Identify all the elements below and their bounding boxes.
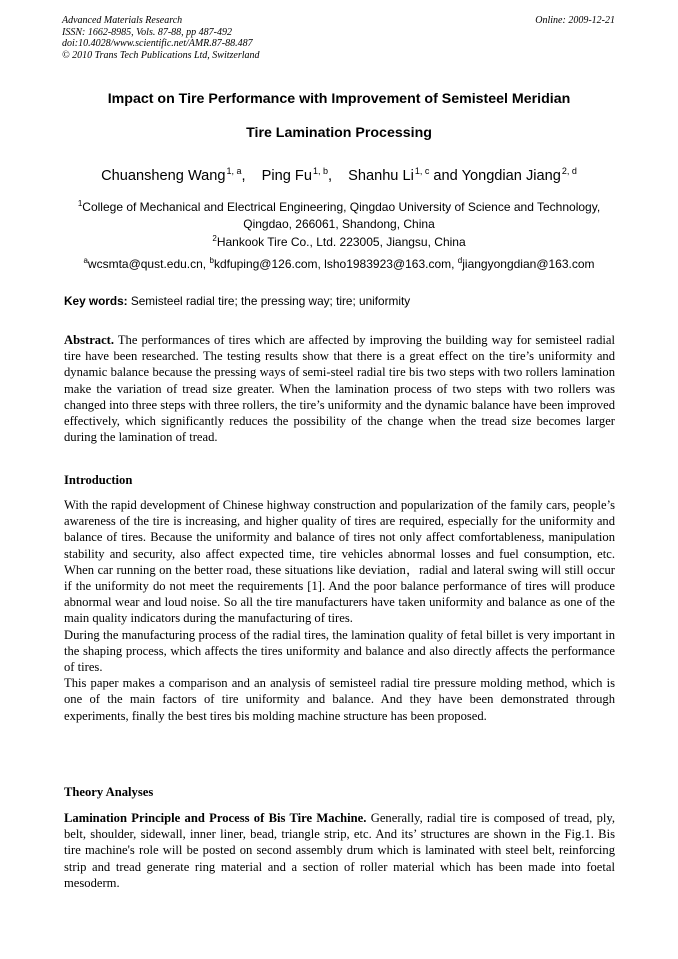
subsection-label: Lamination Principle and Process of Bis Tire Machine.: [64, 811, 367, 825]
email-b-c: kdfuping@126.com, lsho1983923@163.com,: [213, 257, 455, 271]
theory-body: [64, 810, 615, 891]
email-mark: a: [83, 256, 88, 265]
affiliation-1-line-1: College of Mechanical and Electrical Engineering, Qingdao University of Science and Technology,: [82, 200, 601, 214]
author-name: Shanhu Li: [348, 168, 414, 184]
email-d: jiangyongdian@163.com: [462, 257, 595, 271]
keywords-text: Semisteel radial tire; the pressing way; tire; uniformity: [127, 294, 411, 308]
paragraph: During the manufacturing process of the radial tires, the lamination quality of fetal billet is very important in the shaping process, which affects the tires uniformity and balance and also directly affects the performance of tires.: [64, 627, 615, 675]
affiliation-mark: 2: [212, 234, 217, 243]
paragraph: With the rapid development of Chinese highway construction and popularization of the family cars, people’s awareness of the tire is increasing, and higher quality of tires are required, especially for the uniformity and balance of tires. Because the uniformity and balance of tires not only affect comfortableness, manipulation stability and security, also affect expected time, tire vehicles abnormal losses and fuel consumption, etc. When car running on the better road, these situations like deviation，radial and lateral swing will still occur if the uniformity do not meet the requirements [1]. And the poor balance performance of tires will produce abnormal wear and loud noise. So all the tire manufacturers have taken uniformity and balance as one of the main quality indicators during the manufacturing of tires.: [64, 498, 615, 626]
email-mark: d: [457, 256, 463, 265]
author-separator: ,: [241, 168, 246, 184]
affiliation-2: [50, 230, 628, 251]
paper-title-line-2: Tire Lamination Processing: [246, 125, 432, 141]
affiliation-mark: 1: [77, 199, 83, 208]
keywords: [64, 294, 615, 308]
affiliation-1-line-2: Qingdao, 266061, Shandong, China: [243, 217, 435, 231]
introduction-body: [64, 497, 615, 724]
copyright-line: © 2010 Trans Tech Publications Ltd, Switzerland: [62, 49, 260, 61]
author-emails: [40, 256, 638, 271]
author-list: [40, 166, 638, 184]
author-name: Yongdian Jiang: [461, 168, 561, 184]
author-name: Ping Fu: [261, 168, 312, 184]
issn-line: ISSN: 1662-8985, Vols. 87-88, pp 487-492: [62, 26, 232, 38]
author-name: Chuansheng Wang: [101, 168, 226, 184]
paragraph: This paper makes a comparison and an analysis of semisteel radial tire pressure molding method, which is one of the main factors of tire uniformity and balance. And they have been demonstrated through experiments, finally the best tires bis molding machine structure has been proposed.: [64, 676, 615, 723]
email-mark: b: [209, 256, 214, 265]
author-affiliation-mark: 1, a: [226, 166, 242, 176]
author-affiliation-mark: 1, b: [312, 166, 328, 176]
affiliation-2-text: Hankook Tire Co., Ltd. 223005, Jiangsu, China: [216, 235, 466, 249]
author-affiliation-mark: 2, d: [561, 166, 577, 176]
doi-line: doi:10.4028/www.scientific.net/AMR.87-88.487: [62, 38, 253, 49]
author-affiliation-mark: 1, c: [414, 166, 430, 176]
journal-header: [62, 15, 615, 61]
keywords-label: Key words:: [64, 294, 128, 308]
paper-title-line-1: Impact on Tire Performance with Improvement of Semisteel Meridian: [107, 91, 571, 107]
theory-text: Generally, radial tire is composed of tread, ply, belt, shoulder, sidewall, inner liner, bead, triangle strip, etc. And its’ structures are shown in the Fig.1. Bis tire machine's role will be posted on second assembly drum which is laminated with steel belt, reinforcing strip and tread generate ring material and a section of roller material which has been made into foetal mesoderm.: [64, 811, 615, 890]
affiliation-1: [50, 195, 628, 233]
online-date: Online: 2009-12-21: [535, 15, 615, 26]
author-separator: ,: [327, 168, 333, 184]
abstract: [64, 332, 615, 445]
abstract-text: The performances of tires which are affected by improving the building way for semisteel radial tire have been researched. The testing results show that there is a great effect on the tire’s uniformity and dynamic balance because the pressing ways of semi-steel radial tire bis two steps with two rollers lamination make the variation of tread size greater. When the lamination process of two steps with two rollers was changed into three steps with three rollers, the tire’s uniformity and the dynamic balance have been improved effectively, which significantly reduces the possibility of the change when the tread size becomes larger during the lamination of tread.: [64, 333, 615, 445]
section-heading-theory: Theory Analyses: [64, 785, 154, 799]
author-separator: and: [429, 168, 458, 184]
section-heading-introduction: Introduction: [64, 473, 133, 487]
abstract-label: Abstract.: [64, 333, 115, 347]
email-a: wcsmta@qust.edu.cn,: [87, 257, 207, 271]
journal-name: Advanced Materials Research: [62, 15, 183, 26]
